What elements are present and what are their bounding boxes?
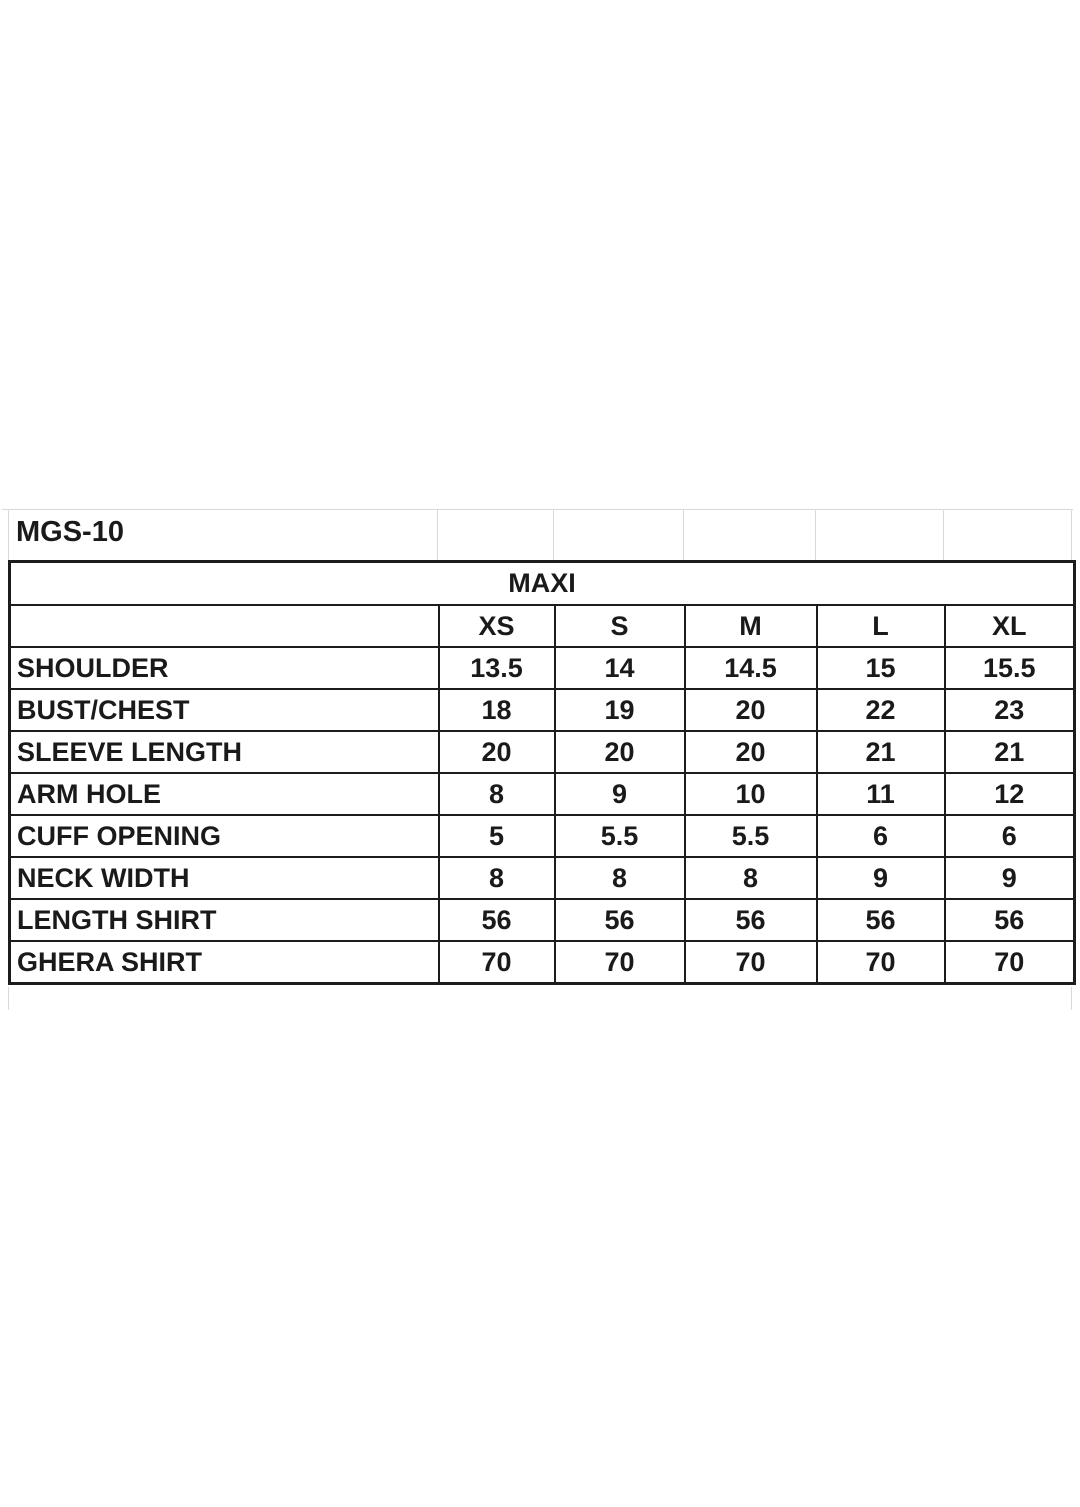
cell-value: 8 xyxy=(685,857,817,899)
table-row-cuff-opening xyxy=(10,815,1075,857)
row-label: ARM HOLE xyxy=(10,773,439,815)
cell-value: 20 xyxy=(439,731,555,773)
spreadsheet-gridline-vertical xyxy=(943,510,944,561)
spreadsheet-gridline-vertical xyxy=(683,510,684,561)
cell-value: 56 xyxy=(945,899,1075,941)
cell-value: 70 xyxy=(555,941,685,984)
row-label: BUST/CHEST xyxy=(10,689,439,731)
spreadsheet-gridline-vertical xyxy=(437,510,438,561)
cell-value: 56 xyxy=(439,899,555,941)
size-header-s: S xyxy=(555,605,685,647)
table-title: MAXI xyxy=(10,562,1075,606)
cell-value: 8 xyxy=(555,857,685,899)
spreadsheet-gridline-stub xyxy=(1071,987,1072,1010)
cell-value: 21 xyxy=(945,731,1075,773)
size-header-xl: XL xyxy=(945,605,1075,647)
size-header-row xyxy=(10,605,1075,647)
cell-value: 14 xyxy=(555,647,685,689)
cell-value: 20 xyxy=(555,731,685,773)
cell-value: 70 xyxy=(439,941,555,984)
cell-value: 13.5 xyxy=(439,647,555,689)
cell-value: 5.5 xyxy=(685,815,817,857)
cell-value: 12 xyxy=(945,773,1075,815)
cell-value: 70 xyxy=(817,941,945,984)
product-code-label: MGS-10 xyxy=(16,516,124,548)
cell-value: 11 xyxy=(817,773,945,815)
cell-value: 5.5 xyxy=(555,815,685,857)
cell-value: 15 xyxy=(817,647,945,689)
size-header-m: M xyxy=(685,605,817,647)
cell-value: 6 xyxy=(945,815,1075,857)
cell-value: 20 xyxy=(685,731,817,773)
table-row-bust-chest xyxy=(10,689,1075,731)
cell-value: 8 xyxy=(439,773,555,815)
cell-value: 5 xyxy=(439,815,555,857)
table-row-shoulder xyxy=(10,647,1075,689)
cell-value: 19 xyxy=(555,689,685,731)
cell-value: 21 xyxy=(817,731,945,773)
size-chart-table xyxy=(8,560,1076,985)
cell-value: 22 xyxy=(817,689,945,731)
row-label: SHOULDER xyxy=(10,647,439,689)
cell-value: 9 xyxy=(945,857,1075,899)
row-label: GHERA SHIRT xyxy=(10,941,439,984)
row-label: SLEEVE LENGTH xyxy=(10,731,439,773)
cell-value: 56 xyxy=(817,899,945,941)
cell-value: 8 xyxy=(439,857,555,899)
table-row-length-shirt xyxy=(10,899,1075,941)
row-label: CUFF OPENING xyxy=(10,815,439,857)
spreadsheet-gridline-horizontal xyxy=(2,509,1073,510)
cell-value: 9 xyxy=(555,773,685,815)
row-label: NECK WIDTH xyxy=(10,857,439,899)
row-label: LENGTH SHIRT xyxy=(10,899,439,941)
cell-value: 6 xyxy=(817,815,945,857)
spreadsheet-gridline-vertical xyxy=(815,510,816,561)
table-row-ghera-shirt xyxy=(10,941,1075,984)
cell-value: 14.5 xyxy=(685,647,817,689)
size-header-xs: XS xyxy=(439,605,555,647)
table-row-neck-width xyxy=(10,857,1075,899)
size-header-l: L xyxy=(817,605,945,647)
spreadsheet-gridline-stub xyxy=(8,987,9,1010)
cell-value: 56 xyxy=(555,899,685,941)
cell-value: 70 xyxy=(685,941,817,984)
spreadsheet-gridline-vertical xyxy=(8,510,9,561)
table-title-row xyxy=(10,562,1075,606)
cell-value: 9 xyxy=(817,857,945,899)
cell-value: 70 xyxy=(945,941,1075,984)
spreadsheet-gridline-vertical xyxy=(1071,510,1072,561)
table-row-sleeve-length xyxy=(10,731,1075,773)
cell-value: 23 xyxy=(945,689,1075,731)
cell-value: 20 xyxy=(685,689,817,731)
spreadsheet-gridline-vertical xyxy=(553,510,554,561)
size-header-empty-cell xyxy=(10,605,439,647)
cell-value: 56 xyxy=(685,899,817,941)
cell-value: 18 xyxy=(439,689,555,731)
cell-value: 10 xyxy=(685,773,817,815)
table-row-arm-hole xyxy=(10,773,1075,815)
cell-value: 15.5 xyxy=(945,647,1075,689)
